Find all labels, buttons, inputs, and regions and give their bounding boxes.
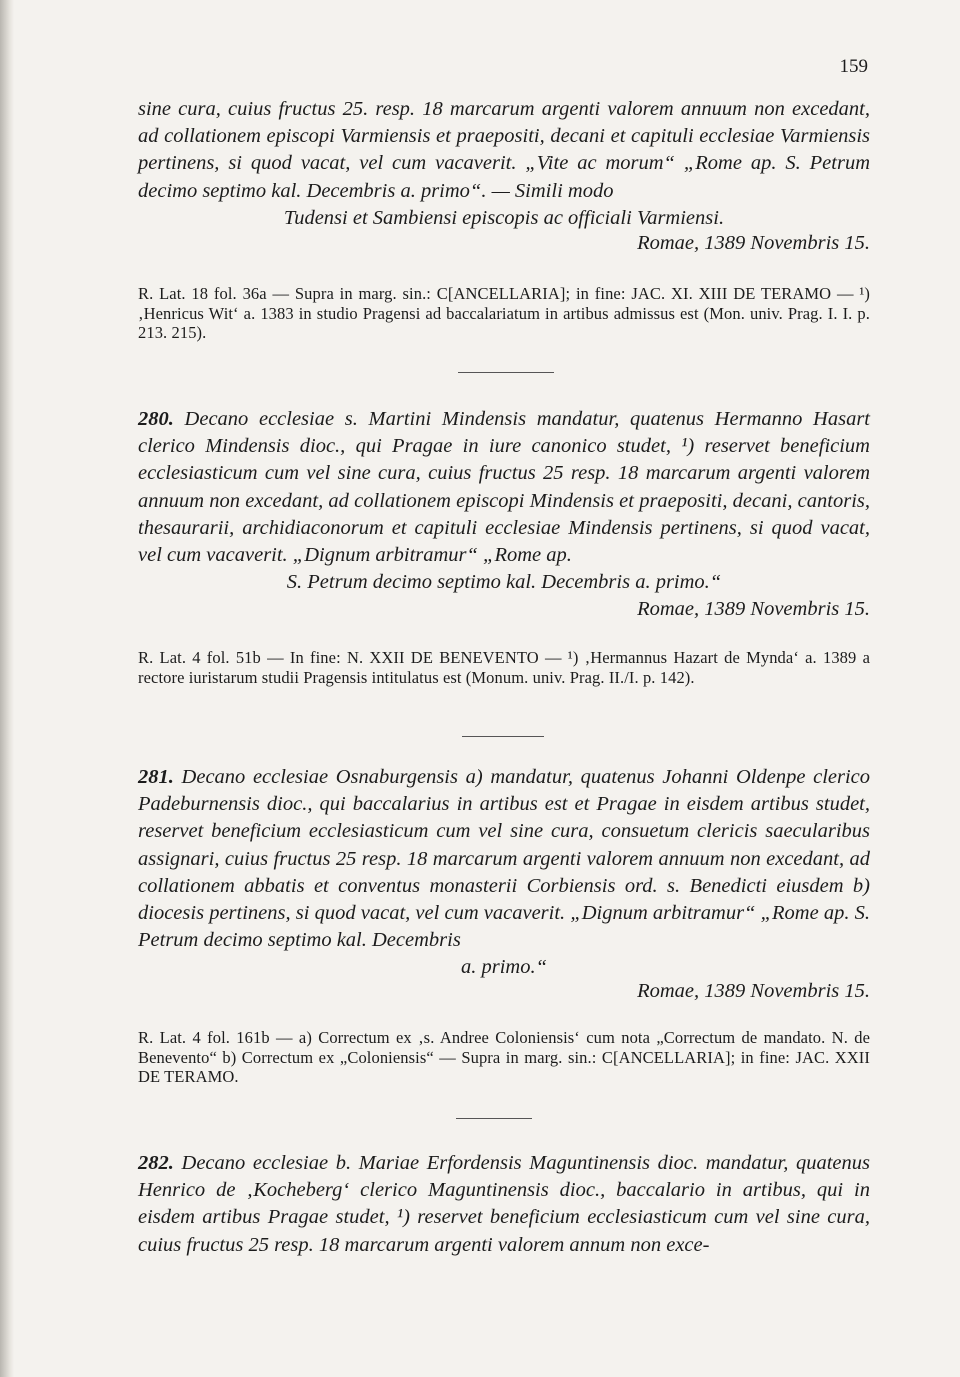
entry-continuation: [138, 96, 870, 232]
entry-280: [138, 406, 870, 596]
entry-body-last-line: S. Petrum decimo septimo kal. Decembris a. primo.“: [286, 571, 722, 594]
entry-number: 281.: [138, 766, 174, 788]
entry-number: 282.: [138, 1152, 174, 1174]
dateline: Romae, 1389 Novembris 15.: [637, 598, 870, 620]
page-number: 159: [839, 56, 868, 77]
apparatus-note-block: [138, 648, 870, 687]
apparatus-note: R. Lat. 4 fol. 161b — a) Correctum ex ‚s. Andree Coloniensis‘ cum nota „Correctum de mandato. N. de Benevento“ b) Correctum ex „Coloniensis“ — Supra in marg. sin.: C[ANCELLARIA]; in fine: JAC. XXII DE TERAMO.: [138, 1028, 870, 1086]
entry-body-text: sine cura, cuius fructus 25. resp. 18 marcarum argenti valorem annuum non excedant, ad collationem episcopi Varmiensis et praepositi, decani et capituli ecclesiae Varmiensis pertinens, si quod vacat, vel cum vacaverit. „Vite ac morum“ „Rome ap. S. Petrum decimo septimo kal. Decembris a. primo“. — Simili modo: [138, 98, 870, 202]
apparatus-note: R. Lat. 4 fol. 51b — In fine: N. XXII DE BENEVENTO — ¹) ‚Hermannus Hazart de Mynda‘ a. 1389 a rectore iuristarum studii Pragensis intitulatus est (Monum. univ. Prag. II./I. p. 142).: [138, 648, 870, 687]
entry-281: [138, 764, 870, 982]
dateline-block: [138, 598, 870, 621]
entry-body: [138, 1150, 870, 1259]
entry-body: [138, 764, 870, 982]
dateline: Romae, 1389 Novembris 15.: [637, 232, 870, 254]
entry-body-text: Decano ecclesiae s. Martini Mindensis mandatur, quatenus Hermanno Hasart clerico Mindensis dioc., qui Pragae in iure canonico studet, ¹) reservet beneficium ecclesiasticum cum vel sine cura, cuius fructus 25 resp. 18 marcarum argenti valorem annuum non excedant, ad collationem episcopi Mindensis et praepositi, decani, cantoris, thesaurarii, archidiaconorum et capituli ecclesiae Mindensis pertinens, si quod vacat, vel cum vacaverit. „Dignum arbitramur“ „Rome ap.: [138, 408, 870, 567]
entry-282: [138, 1150, 870, 1259]
dateline-block: [138, 232, 870, 255]
entry-body-last-line: Tudensi et Sambiensi episcopis ac officiali Varmiensi.: [283, 206, 725, 229]
apparatus-note-block: [138, 284, 870, 343]
book-spine-shadow: [0, 0, 14, 1377]
dateline: Romae, 1389 Novembris 15.: [637, 980, 870, 1002]
entry-body-text: Decano ecclesiae Osnaburgensis a) mandatur, quatenus Johanni Oldenpe clerico Padeburnensis dioc., qui baccalarius in artibus est et Pragae in eisdem artibus studet, reservet beneficium ecclesiasticum cum vel sine cura, consuetum clericis saecularibus assignari, cuius fructus 25 resp. 18 marcarum argenti valorem annuum non excedant, ad collationem abbatis et conventus monasterii Corbiensis ord. s. Benedicti eiusdem b) diocesis pertinens, si quod vacat, vel cum vacaverit. „Dignum arbitramur“ „Rome ap. S. Petrum decimo septimo kal. Decembris: [138, 766, 871, 952]
entry-number: 280.: [138, 408, 174, 430]
entry-body: [138, 406, 870, 596]
apparatus-note: R. Lat. 18 fol. 36a — Supra in marg. sin.: C[ANCELLARIA]; in fine: JAC. XI. XIII DE TERAMO — ¹) ‚Henricus Wit‘ a. 1383 in studio Pragensi ad baccalariatum in artibus admissus est (Mon. univ. Prag. I. I. p. 213. 215).: [138, 284, 870, 342]
section-divider: [462, 736, 544, 737]
entry-body: [138, 96, 870, 232]
section-divider: [458, 372, 554, 373]
section-divider: [456, 1118, 532, 1119]
dateline-block: [138, 980, 870, 1003]
entry-body-last-line: a. primo.“: [460, 956, 547, 979]
apparatus-note-block: [138, 1028, 870, 1087]
entry-body-text: Decano ecclesiae b. Mariae Erfordensis Maguntinensis dioc. mandatur, quatenus Henrico de ‚Kocheberg‘ clerico Maguntinensis dioc., baccalario in artibus, qui in eisdem artibus Pragae studet, ¹) reservet beneficium ecclesiasticum cum vel sine cura, cuius fructus 25 resp. 18 marcarum argenti valorem annum non exce-: [138, 1152, 870, 1256]
